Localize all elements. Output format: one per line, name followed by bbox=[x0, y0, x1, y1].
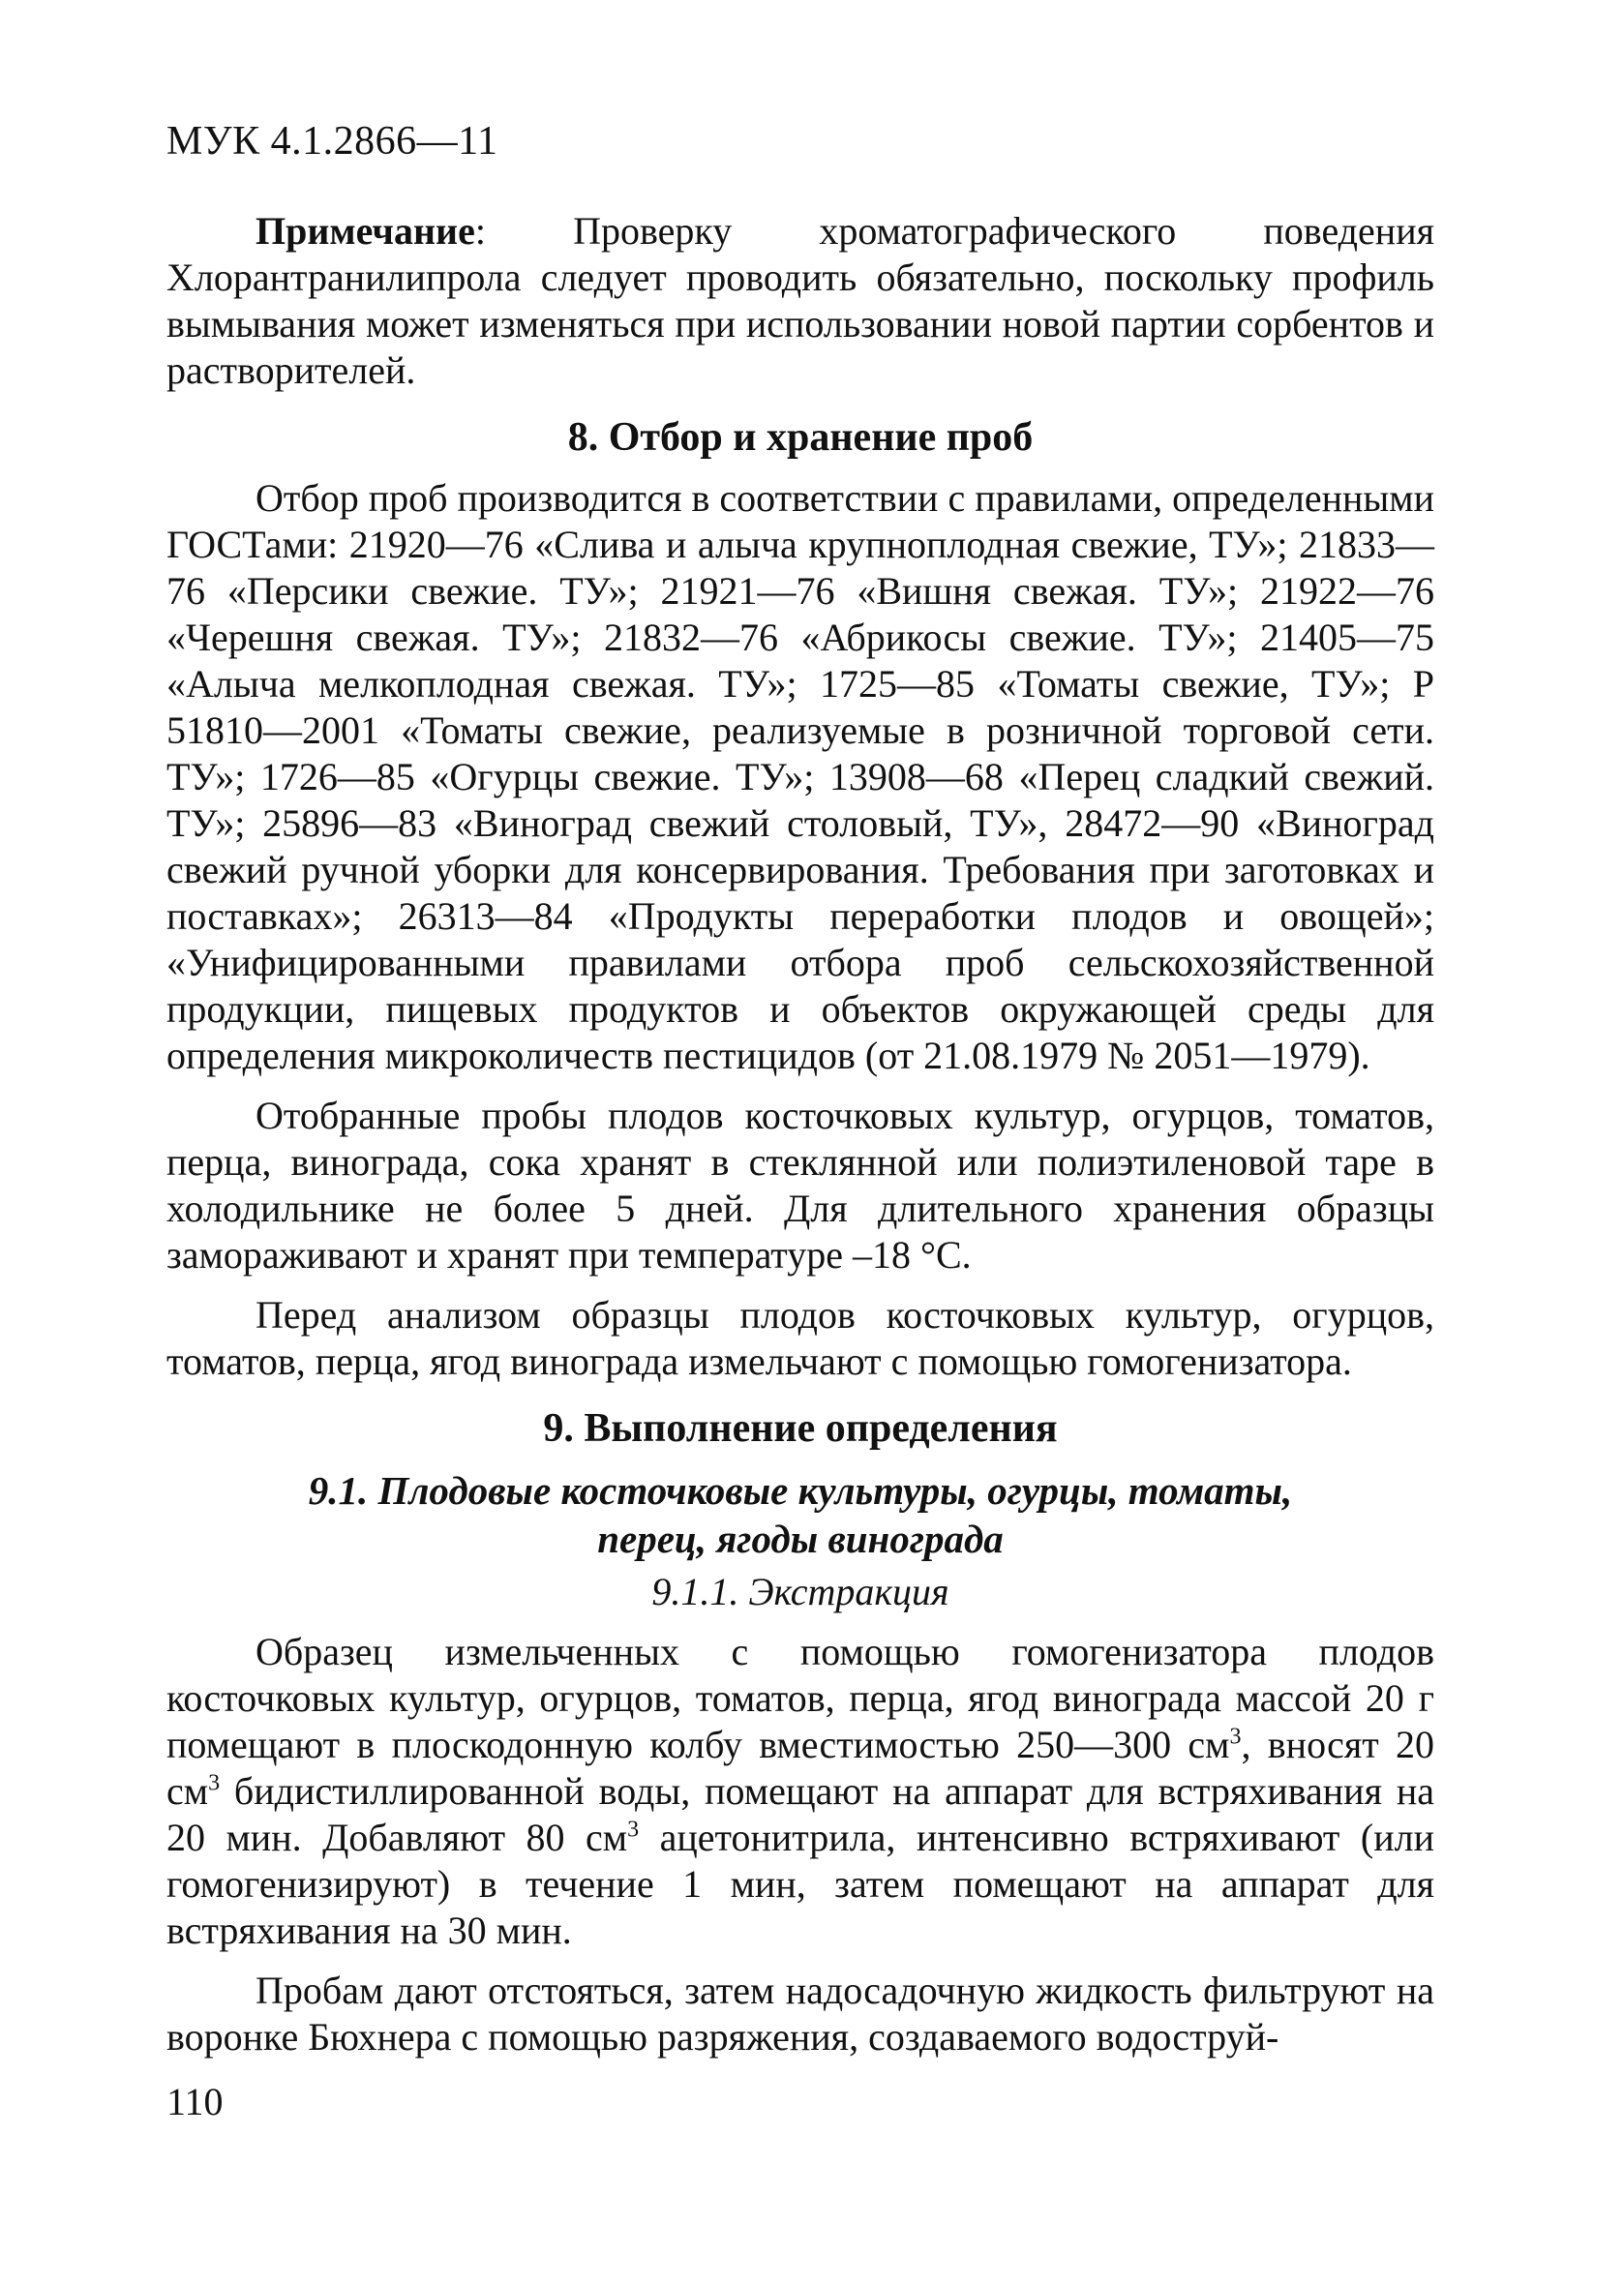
subsection-9-1-heading bbox=[166, 1466, 1434, 1563]
note-text: : Проверку хроматографического поведения Хлорантранилипрола следует проводить обязательно, поскольку профиль вымывания может изменяться при использовании новой партии сорбентов и растворителей. bbox=[166, 209, 1434, 392]
superscript-3: 3 bbox=[627, 1817, 640, 1843]
subsection-9-1-heading-line-2: перец, ягоды винограда bbox=[597, 1517, 1004, 1561]
section-9-paragraph-2: Пробам дают отстояться, затем надосадочную жидкость фильтруют на воронке Бюхнера с помощью разряжения, создаваемого водоструй- bbox=[166, 1969, 1434, 2059]
section-8-paragraph-2: Отобранные пробы плодов косточковых культур, огурцов, томатов, перца, винограда, сока хранят в стеклянной или полиэтиленовой таре в холодильнике не более 5 дней. Для длительного хранения образцы замораживают и хранят при температуре –18 °С. bbox=[166, 1094, 1434, 1277]
subsection-9-1-1-heading: 9.1.1. Экстракция bbox=[651, 1570, 949, 1613]
subsection-9-1-heading-line-1: 9.1. Плодовые косточковые культуры, огурцы, томаты, bbox=[308, 1468, 1293, 1513]
section-9-p1-part-c: бидистиллированной воды, помещают на аппарат для встряхивания на 20 мин. Добавляют 80 см bbox=[166, 1769, 1434, 1859]
superscript-3: 3 bbox=[1229, 1724, 1242, 1750]
section-8-paragraph-1: Отбор проб производится в соответствии с правилами, определенными ГОСТами: 21920—76 «Слива и алыча крупноплодная свежие, ТУ»; 21833—76 «Персики свежие. ТУ»; 21921—76 «Вишня свежая. ТУ»; 21922—76 «Черешня свежая. ТУ»; 21832—76 «Абрикосы свежие. ТУ»; 21405—75 «Алыча мелкоплодная свежая. ТУ»; 1725—85 «Томаты свежие, ТУ»; Р 51810—2001 «Томаты свежие, реализуемые в розничной торговой сети. ТУ»; 1726—85 «Огурцы свежие. ТУ»; 13908—68 «Перец сладкий свежий. ТУ»; 25896—83 «Виноград свежий столовый, ТУ», 28472—90 «Виноград свежий ручной уборки для консервирования. Требования при заготовках и поставках»; 26313—84 «Продукты переработки плодов и овощей»; «Унифицированными правилами отбора проб сельскохозяйственной продукции, пищевых продуктов и объектов окружающей среды для определения микроколичеств пестицидов (от 21.08.1979 № 2051—1979). bbox=[166, 476, 1434, 1077]
section-8-paragraph-3: Перед анализом образцы плодов косточковых культур, огурцов, томатов, перца, ягод винограда измельчают с помощью гомогенизатора. bbox=[166, 1293, 1434, 1383]
section-9-p1-part-d: ацетонитрила, интенсивно встряхивают (или гомогенизируют) в течение 1 мин, затем помещают на аппарат для встряхивания на 30 мин. bbox=[166, 1816, 1434, 1952]
page-number: 110 bbox=[166, 2080, 224, 2123]
document-code: МУК 4.1.2866—11 bbox=[166, 119, 498, 164]
note-label: Примечание bbox=[256, 209, 475, 253]
section-9-p1-part-b: , вносят 20 см bbox=[166, 1723, 1434, 1813]
superscript-3: 3 bbox=[208, 1770, 221, 1796]
note-paragraph bbox=[166, 208, 1434, 394]
page-content bbox=[166, 208, 1434, 2060]
section-9-paragraph-1 bbox=[166, 1629, 1434, 1954]
section-9-heading: 9. Выполнение определения bbox=[543, 1406, 1058, 1451]
section-9-p1-part-a: Образец измельченных с помощью гомогенизатора плодов косточковых культур, огурцов, томатов, перца, ягод винограда массой 20 г помещают в плоскодонную колбу вместимостью 250—300 см bbox=[166, 1630, 1434, 1766]
section-8-heading: 8. Отбор и хранение проб bbox=[567, 415, 1034, 460]
